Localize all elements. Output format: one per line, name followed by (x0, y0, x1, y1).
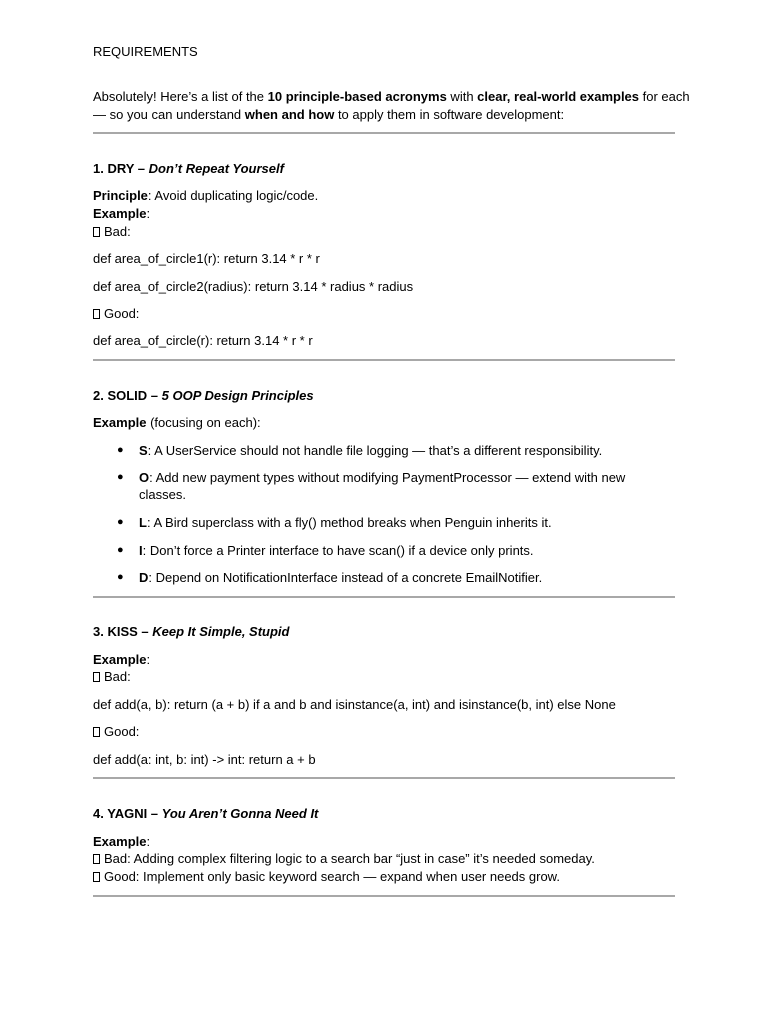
bullet-icon: ● (117, 571, 124, 583)
kiss-example-label (93, 651, 150, 668)
bad-icon (93, 672, 100, 682)
dry-bad-code-2: def area_of_circle2(radius): return 3.14 * radius * radius (93, 279, 414, 294)
good-label: Good: Implement only basic keyword search — expand when user needs grow. (104, 869, 560, 884)
item-key: D (139, 570, 149, 585)
kiss-bad (93, 668, 131, 685)
example-label: Example (93, 206, 147, 221)
item-key: O (139, 470, 150, 485)
item-text: : Don’t force a Printer interface to have scan() if a device only prints. (142, 543, 534, 558)
good-icon (93, 727, 100, 737)
principle-text: : Avoid duplicating logic/code. (147, 188, 319, 203)
item-text: : Add new payment types without modifying PaymentProcessor — extend with new classes. (139, 470, 626, 502)
dry-principle (93, 187, 318, 204)
example-label: Example (93, 834, 147, 849)
bad-label: Bad: (104, 669, 131, 684)
intro-text: — so you can understand (93, 107, 245, 122)
bullet-icon: ● (117, 471, 124, 483)
intro-line-2 (93, 106, 564, 123)
section-number: 2. SOLID – (93, 388, 162, 403)
colon: : (146, 206, 151, 221)
yagni-good (93, 868, 560, 885)
section-number: 3. KISS – (93, 624, 153, 639)
solid-example-label (93, 414, 261, 431)
dry-good (93, 305, 139, 322)
intro-bold: clear, real-world examples (477, 89, 640, 104)
divider (93, 132, 675, 134)
intro-text: for each (639, 89, 690, 104)
bullet-icon: ● (117, 516, 124, 528)
section-title: Don’t Repeat Yourself (148, 161, 284, 176)
colon: : (146, 652, 151, 667)
section-heading-kiss (93, 623, 290, 640)
yagni-bad (93, 850, 595, 867)
example-label: Example (93, 415, 147, 430)
good-label: Good: (104, 724, 140, 739)
good-icon (93, 309, 100, 319)
section-title: You Aren’t Gonna Need It (161, 806, 319, 821)
intro-text: Absolutely! Here’s a list of the (93, 89, 268, 104)
dry-bad-code-1: def area_of_circle1(r): return 3.14 * r * r (93, 251, 320, 266)
section-title: Keep It Simple, Stupid (152, 624, 290, 639)
item-key: L (139, 515, 147, 530)
section-number: 1. DRY – (93, 161, 149, 176)
bad-label: Bad: Adding complex filtering logic to a search bar “just in case” it’s needed someday. (104, 851, 595, 866)
item-text: : A Bird superclass with a fly() method breaks when Penguin inherits it. (146, 515, 552, 530)
intro-text: to apply them in software development: (334, 107, 565, 122)
intro-bold: 10 principle-based acronyms (267, 89, 447, 104)
example-suffix: (focusing on each): (146, 415, 261, 430)
item-key: I (139, 543, 143, 558)
bullet-icon: ● (117, 444, 124, 456)
intro-bold: when and how (244, 107, 335, 122)
divider (93, 359, 675, 361)
good-icon (93, 872, 100, 882)
dry-good-code: def area_of_circle(r): return 3.14 * r * r (93, 333, 313, 348)
section-number: 4. YAGNI – (93, 806, 162, 821)
document-title: REQUIREMENTS (93, 44, 198, 59)
dry-example-label (93, 205, 150, 222)
item-key: S (139, 443, 148, 458)
section-title: 5 OOP Design Principles (161, 388, 314, 403)
bad-icon (93, 854, 100, 864)
divider (93, 596, 675, 598)
item-text: : Depend on NotificationInterface instead of a concrete EmailNotifier. (148, 570, 543, 585)
yagni-example-label (93, 833, 150, 850)
kiss-good (93, 723, 139, 740)
dry-bad (93, 223, 131, 240)
intro-text: with (446, 89, 478, 104)
colon: : (146, 834, 151, 849)
kiss-bad-code: def add(a, b): return (a + b) if a and b and isinstance(a, int) and isinstance(b, int) else None (93, 697, 616, 712)
example-label: Example (93, 652, 147, 667)
divider (93, 777, 675, 779)
intro-line-1 (93, 88, 690, 105)
bad-icon (93, 227, 100, 237)
item-text: : A UserService should not handle file logging — that’s a different responsibility. (147, 443, 603, 458)
good-label: Good: (104, 306, 140, 321)
bad-label: Bad: (104, 224, 131, 239)
section-heading-solid (93, 387, 314, 404)
section-heading-dry (93, 160, 284, 177)
bullet-icon: ● (117, 544, 124, 556)
section-heading-yagni (93, 805, 318, 822)
divider (93, 895, 675, 897)
principle-label: Principle (93, 188, 148, 203)
kiss-good-code: def add(a: int, b: int) -> int: return a + b (93, 752, 316, 767)
